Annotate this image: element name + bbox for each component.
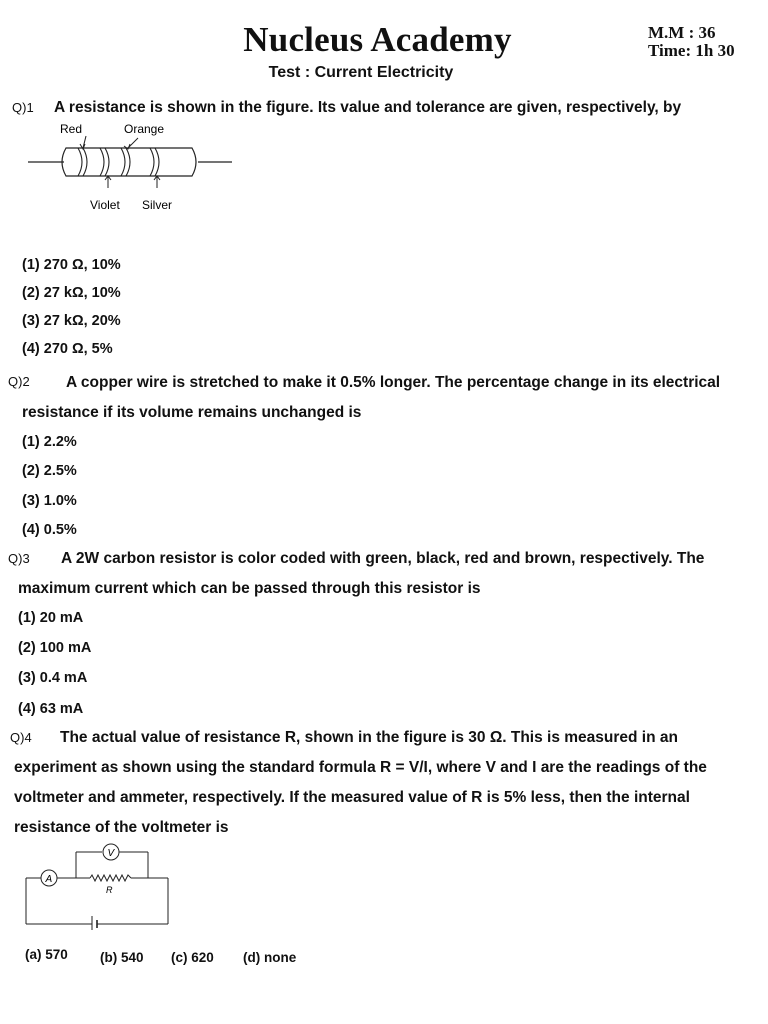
q3-option-3: (3) 0.4 mA [18, 670, 88, 686]
q2-option-2: (2) 2.5% [22, 463, 77, 479]
color-band-violet [100, 148, 109, 176]
label-silver: Silver [142, 198, 173, 212]
resistor-color-code-figure [20, 118, 250, 218]
question-text-line: maximum current which can be passed through this resistor is [18, 580, 481, 597]
voltmeter-ammeter-circuit-figure [20, 838, 180, 930]
marks-time-block [648, 24, 735, 60]
question-number: Q)4 [10, 730, 32, 745]
q4-option-d: (d) none [243, 950, 297, 965]
question-text: A resistance is shown in the figure. Its value and tolerance are given, respectively, by [54, 99, 682, 116]
question-text-line: The actual value of resistance R, shown in the figure is 30 Ω. This is measured in an [60, 729, 678, 746]
label-red: Red [60, 122, 83, 136]
q3-option-4: (4) 63 mA [18, 701, 84, 717]
ammeter-label: A [45, 874, 53, 885]
q2-option-1: (1) 2.2% [22, 434, 77, 450]
q3-option-1: (1) 20 mA [18, 610, 84, 626]
question-text-line: A copper wire is stretched to make it 0.5% longer. The percentage change in its electrical [66, 374, 721, 391]
q1-option-1: (1) 270 Ω, 10% [22, 257, 121, 273]
q2-option-3: (3) 1.0% [22, 493, 77, 509]
q1-option-2: (2) 27 kΩ, 10% [22, 285, 121, 301]
q4-option-c: (c) 620 [171, 950, 214, 965]
resistor-zigzag [90, 875, 131, 881]
color-band-red [78, 148, 87, 176]
question-number: Q)2 [8, 374, 30, 389]
label-violet: Violet [90, 198, 120, 212]
time-limit: Time: 1h 30 [648, 41, 735, 60]
q1-option-4: (4) 270 Ω, 5% [22, 341, 113, 357]
question-text-line: voltmeter and ammeter, respectively. If the measured value of R is 5% less, then the internal [14, 789, 690, 806]
color-band-silver [150, 148, 159, 176]
test-subtitle: Test : Current Electricity [268, 64, 454, 81]
color-band-orange [121, 148, 130, 176]
question-text-line: A 2W carbon resistor is color coded with green, black, red and brown, respectively. The [61, 550, 705, 567]
question-number: Q)3 [8, 551, 30, 566]
question-text-line: experiment as shown using the standard formula R = V/I, where V and I are the readings of the [14, 759, 707, 776]
q1-option-3: (3) 27 kΩ, 20% [22, 313, 121, 329]
q4-option-b: (b) 540 [100, 950, 144, 965]
label-orange: Orange [124, 122, 165, 136]
question-number: Q)1 [12, 100, 34, 115]
question-text-line: resistance if its volume remains unchanged is [22, 404, 362, 421]
voltmeter-label: V [107, 848, 115, 859]
question-text-line: resistance of the voltmeter is [14, 819, 229, 836]
resistor-label: R [106, 885, 113, 895]
q4-option-a: (a) 570 [25, 947, 68, 962]
q3-option-2: (2) 100 mA [18, 640, 92, 656]
q2-option-4: (4) 0.5% [22, 522, 77, 538]
page-title: Nucleus Academy [243, 20, 512, 59]
max-marks: M.M : 36 [648, 23, 716, 42]
